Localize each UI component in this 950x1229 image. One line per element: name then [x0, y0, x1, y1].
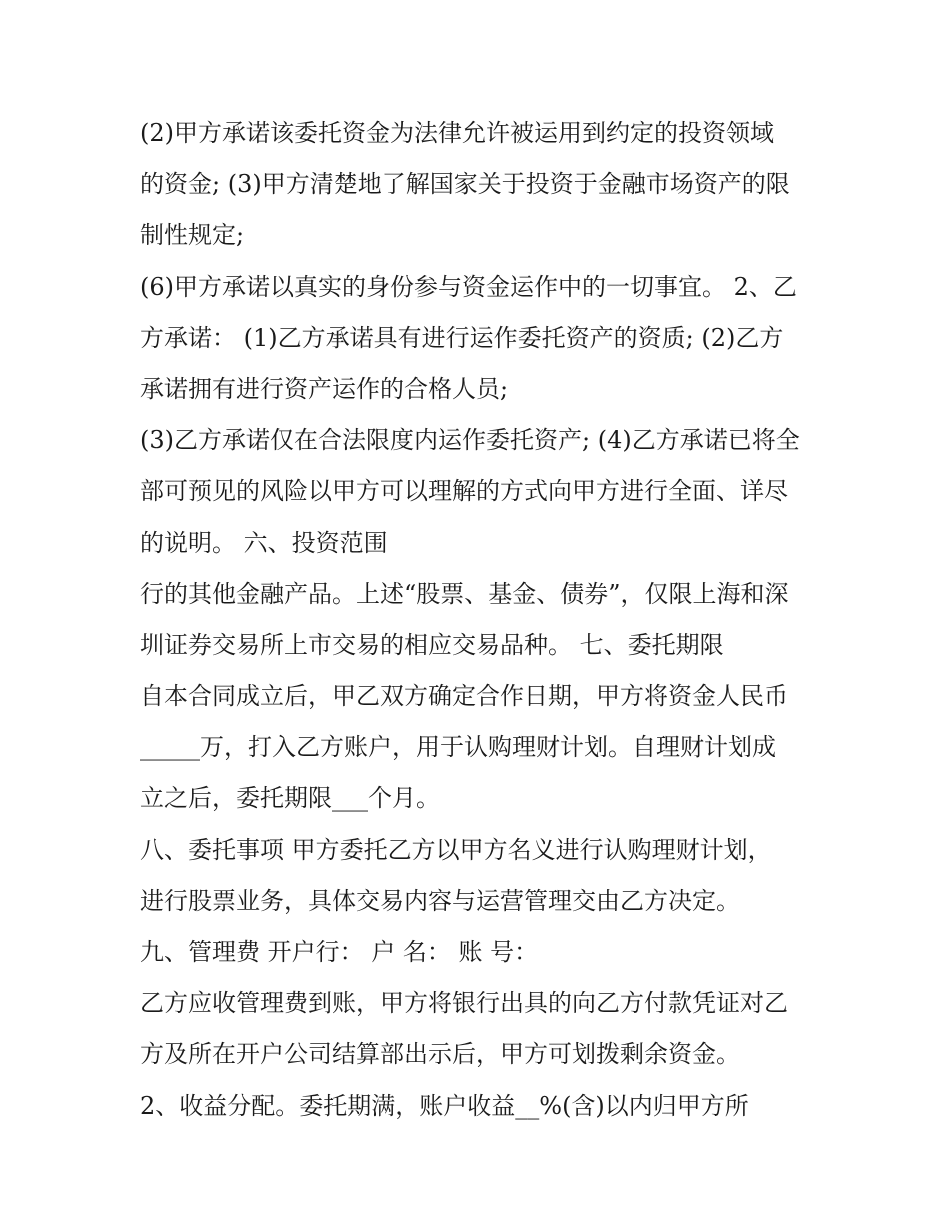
text-line: 进行股票业务，具体交易内容与运营管理交由乙方决定。	[140, 886, 740, 915]
text-line: 圳证券交易所上市交易的相应交易品种。 七、委托期限	[140, 630, 724, 659]
text-line: 方及所在开户公司结算部出示后，甲方可划拨剩余资金。	[140, 1040, 740, 1069]
text-line: 行的其他金融产品。上述“股票、基金、债券”，仅限上海和深	[140, 579, 789, 608]
text-line: 自本合同成立后，甲乙双方确定合作日期，甲方将资金人民币	[140, 682, 788, 711]
text-line: 乙方应收管理费到账，甲方将银行出具的向乙方付款凭证对乙	[140, 989, 788, 1018]
document-body	[140, 108, 820, 1132]
text-line: 部可预见的风险以甲方可以理解的方式向甲方进行全面、详尽	[140, 477, 788, 506]
text-line: 立之后，委托期限___个月。	[140, 784, 440, 813]
text-line: (2)甲方承诺该委托资金为法律允许被运用到约定的投资领域	[140, 119, 774, 147]
text-line: _____万，打入乙方账户，用于认购理财计划。自理财计划成	[140, 733, 776, 762]
text-line: (6)甲方承诺以真实的身份参与资金运作中的一切事宜。 2、乙	[140, 272, 797, 301]
text-line: 2、收益分配。委托期满，账户收益__%(含)以内归甲方所	[140, 1091, 749, 1120]
text-line: 制性规定;	[140, 221, 245, 250]
text-line: 承诺拥有进行资产运作的合格人员;	[140, 374, 509, 403]
text-line: 方承诺： (1)乙方承诺具有进行运作委托资产的资质; (2)乙方	[140, 323, 784, 352]
text-line: 的说明。 六、投资范围	[140, 528, 388, 557]
text-line: (3)乙方承诺仅在合法限度内运作委托资产; (4)乙方承诺已将全	[140, 426, 800, 455]
text-line: 的资金; (3)甲方清楚地了解国家关于投资于金融市场资产的限	[140, 170, 790, 199]
text-line: 九、管理费 开户行： 户 名： 账 号：	[140, 938, 539, 966]
text-line: 八、委托事项 甲方委托乙方以甲方名义进行认购理财计划，	[140, 835, 772, 864]
